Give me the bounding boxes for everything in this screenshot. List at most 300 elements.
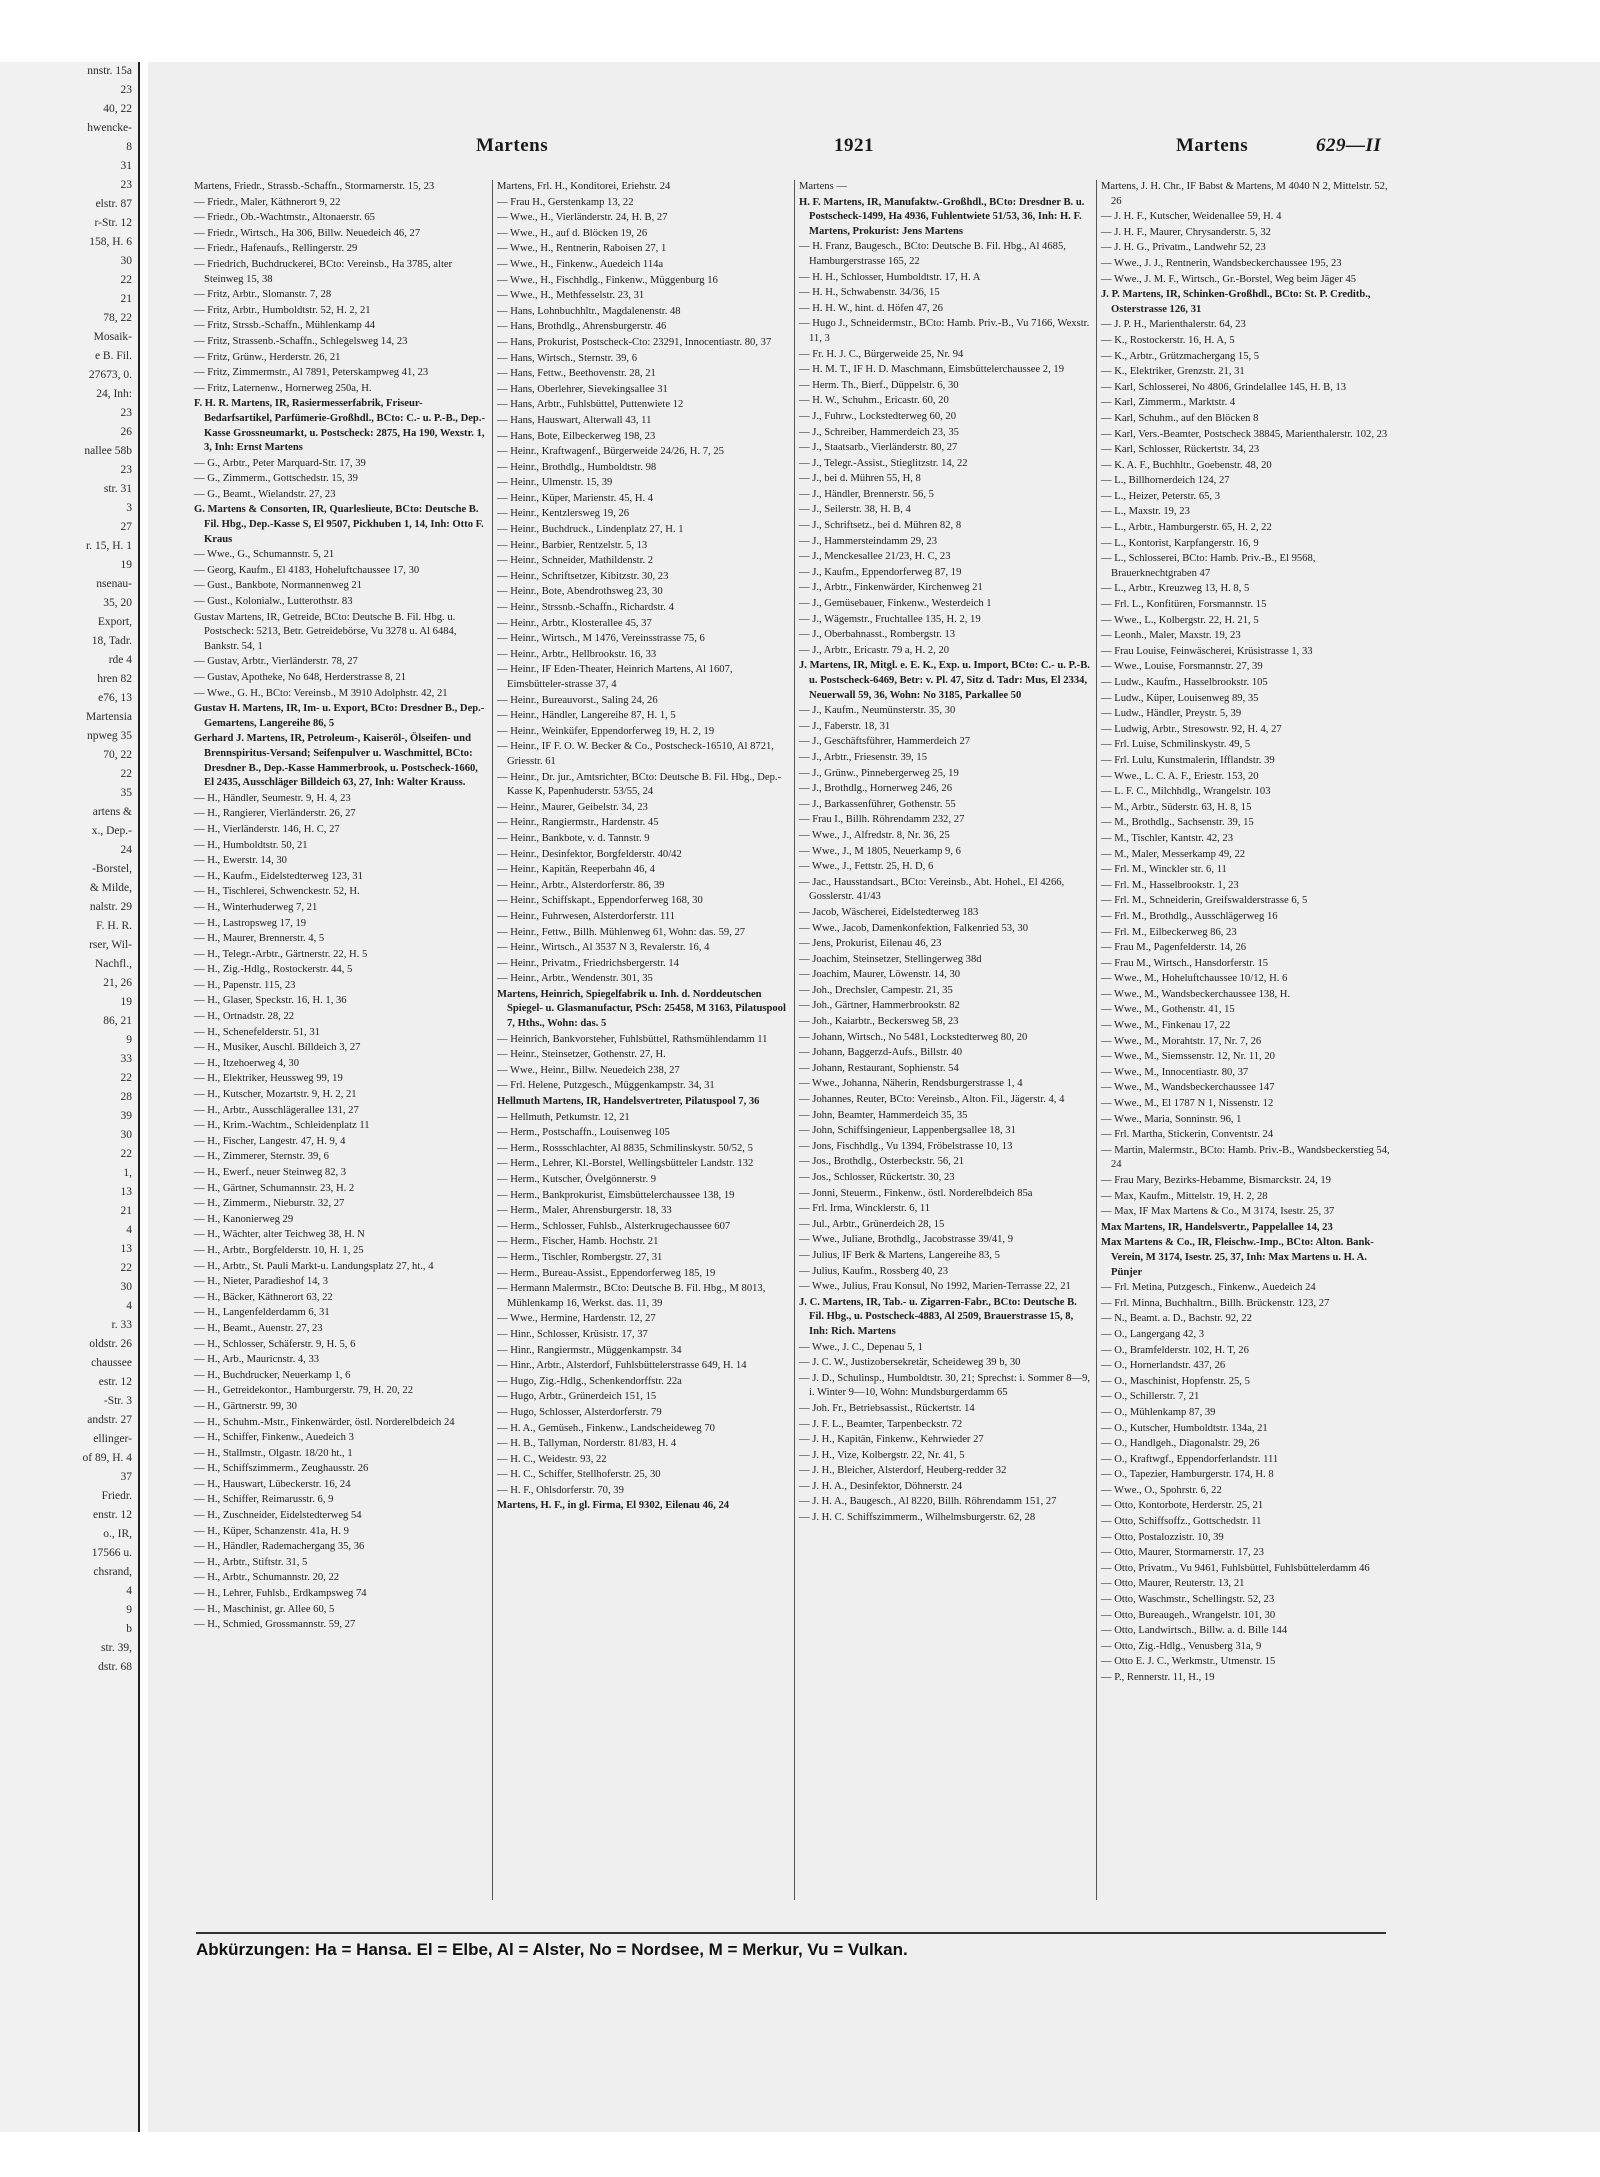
directory-entry: — H., Arb., Mauricnstr. 4, 33	[194, 1354, 320, 1366]
directory-entry: Max Martens & Co., IR, Fleischw.-Imp., BCto: Alton. Bank-Verein, M 3174, Isestr. 25, 37, Inh: Max Martens u. H. A. Pünjer	[1101, 1237, 1374, 1278]
prev-page-line: 26	[120, 426, 132, 438]
directory-entry: — H., Glaser, Speckstr. 16, H. 1, 36	[194, 995, 347, 1007]
directory-entry: — Friedr., Ob.-Wachtmstr., Altonaerstr. 65	[194, 212, 375, 224]
directory-entry: — H., Händler, Seumestr. 9, H. 4, 23	[194, 792, 351, 804]
directory-entry: — L., Billhornerdeich 124, 27	[1101, 475, 1230, 487]
directory-entry: — J., Schriftsetz., bei d. Mühren 82, 8	[799, 520, 962, 532]
directory-entry: — Johann, Wirtsch., No 5481, Lockstedterweg 80, 20	[799, 1031, 1028, 1043]
directory-entry: — J., Gemüsebauer, Finkenw., Westerdeich 1	[799, 598, 992, 610]
prev-page-line: of 89, H. 4	[82, 1452, 132, 1464]
prev-page-line: 86, 21	[103, 1015, 132, 1027]
directory-entry: — Heinr., Rangiermstr., Hardenstr. 45	[497, 817, 659, 829]
directory-entry: — Otto, Maurer, Stormarnerstr. 17, 23	[1101, 1547, 1264, 1559]
prev-page-line: & Milde,	[89, 882, 132, 894]
directory-entry: Martens, Frl. H., Konditorei, Eriehstr. 24	[497, 181, 671, 192]
directory-entry: — G., Beamt., Wielandstr. 27, 23	[194, 488, 336, 500]
prev-page-line: 3	[126, 502, 132, 514]
directory-entry: — Frau M., Wirtsch., Hansdorferstr. 15	[1101, 957, 1269, 969]
prev-page-line: 70, 22	[103, 749, 132, 761]
directory-entry: — Otto, Maurer, Reuterstr. 13, 21	[1101, 1578, 1245, 1590]
directory-entry: — Heinr., Fettw., Billh. Mühlenweg 61, Wohn: das. 59, 27	[497, 926, 746, 938]
prev-page-line: Friedr.	[101, 1490, 132, 1502]
directory-entry: — H., Buchdrucker, Neuerkamp 1, 6	[194, 1369, 351, 1381]
directory-entry: — Frau M., Pagenfelderstr. 14, 26	[1101, 942, 1247, 954]
prev-page-line: o., IR,	[103, 1528, 132, 1540]
directory-entry: — H. H. W., hint. d. Höfen 47, 26	[799, 302, 943, 314]
prev-page-line: 8	[126, 141, 132, 153]
directory-entry: — O., Maschinist, Hopfenstr. 25, 5	[1101, 1375, 1250, 1387]
directory-entry: — Frl. M., Winckler str. 6, 11	[1101, 864, 1227, 876]
prev-page-line: 22	[120, 1072, 132, 1084]
directory-entry: — H., Kanonierweg 29	[194, 1213, 294, 1225]
directory-entry: — H., Humboldtstr. 50, 21	[194, 839, 308, 851]
directory-entry: — J., Grünw., Pinnebergerweg 25, 19	[799, 767, 959, 779]
directory-entry: — Heinr., Wirtsch., M 1476, Vereinsstrasse 75, 6	[497, 633, 705, 645]
directory-entry: — Ludw., Händler, Preystr. 5, 39	[1101, 708, 1242, 720]
prev-page-line: 30	[120, 1129, 132, 1141]
directory-entry: — Wwe., H., Methfesselstr. 23, 31	[497, 290, 645, 302]
directory-entry: — Heinr., Schneider, Mathildenstr. 2	[497, 555, 654, 567]
directory-entry: H. F. Martens, IR, Manufaktw.-Großhdl., BCto: Dresdner B. u. Postscheck-1499, Ha 4936, Fuhlentwiete 51/53, 36, Inh: H. F. Martens, Prokurist: Jens Martens	[799, 196, 1085, 237]
directory-entry: — Jos., Brothdlg., Osterbeckstr. 56, 21	[799, 1156, 965, 1168]
prev-page-line: e76, 13	[98, 692, 132, 704]
directory-entry: F. H. R. Martens, IR, Rasiermesserfabrik, Friseur-Bedarfsartikel, Parfümerie-Großhdl., BCto: C.- u. P.-B., Dep.-Kasse Grossneumarkt, u. Postscheck: 2875, Ha 190, Wexstr. 1, 3, Inh: Ernst Martens	[194, 398, 486, 454]
directory-entry: — H., Maurer, Brennerstr. 4, 5	[194, 933, 325, 945]
directory-entry: — Otto, Privatm., Vu 9461, Fuhlsbüttel, Fuhlsbüttelerdamm 46	[1101, 1562, 1370, 1574]
prev-page-line: Export,	[97, 616, 132, 628]
directory-entry: — Frl. Martha, Stickerin, Conventstr. 24	[1101, 1129, 1274, 1141]
directory-entry: — Frl. M., Hasselbrookstr. 1, 23	[1101, 879, 1239, 891]
directory-entry: — Frl. Irma, Wincklerstr. 6, 11	[799, 1203, 931, 1215]
directory-entry: — H., Zuschneider, Eidelstedterweg 54	[194, 1510, 362, 1522]
directory-entry: — H., Maschinist, gr. Allee 60, 5	[194, 1603, 335, 1615]
directory-entry: — Johann, Restaurant, Sophienstr. 54	[799, 1062, 959, 1074]
directory-entry: Gustav H. Martens, IR, Im- u. Export, BCto: Dresdner B., Dep.-Gemartens, Langereihe 86, 5	[194, 703, 485, 729]
directory-entry: — Julius, IF Berk & Martens, Langereihe 83, 5	[799, 1249, 1000, 1261]
directory-entry: — Hinr., Rangiermstr., Müggenkampstr. 34	[497, 1344, 682, 1356]
directory-entry: — Frl. Luise, Schmilinskystr. 49, 5	[1101, 739, 1251, 751]
directory-entry: Martens, Friedr., Strassb.-Schaffn., Stormarnerstr. 15, 23	[194, 181, 435, 192]
directory-entry: — Frl. Lulu, Kunstmalerin, Ifflandstr. 39	[1101, 754, 1275, 766]
directory-entry: — H., Bäcker, Käthnerort 63, 22	[194, 1291, 333, 1303]
directory-entry: — Heinr., Händler, Langereihe 87, H. 1, 5	[497, 710, 676, 722]
prev-page-line: 4	[126, 1300, 132, 1312]
directory-entry: — J., Fuhrw., Lockstedterweg 60, 20	[799, 410, 957, 422]
directory-entry: — Hermann Malermstr., BCto: Deutsche B. Fil. Hbg., M 8013, Mühlenkamp 16, Werkst. das. 11, 39	[497, 1283, 766, 1309]
directory-entry: — O., Tapezier, Hamburgerstr. 174, H. 8	[1101, 1469, 1274, 1481]
directory-entry: — Otto, Bureaugeh., Wrangelstr. 101, 30	[1101, 1609, 1276, 1621]
prev-page-line: str. 31	[103, 483, 132, 495]
directory-entry: — J., Wägemstr., Fruchtallee 135, H. 2, 19	[799, 613, 981, 625]
directory-entry: — M., Brothdlg., Sachsenstr. 39, 15	[1101, 817, 1254, 829]
prev-page-line: 23	[120, 407, 132, 419]
directory-entry: — Jac., Hausstandsart., BCto: Vereinsb., Abt. Hohel., El 4266, Gosslerstr. 41/43	[799, 876, 1065, 903]
directory-entry: — Hans, Oberlehrer, Sievekingsallee 31	[497, 383, 668, 395]
directory-entry: — H., Arbtr., Stiftstr. 31, 5	[194, 1556, 308, 1568]
directory-entry: — H., Zig.-Hdlg., Rostockerstr. 44, 5	[194, 964, 353, 976]
directory-entry: — Wwe., H., Vierländerstr. 24, H. B, 27	[497, 212, 668, 224]
directory-entry: — J. H. F., Kutscher, Weidenallee 59, H. 4	[1101, 211, 1282, 223]
prev-page-line: dstr. 68	[98, 1661, 132, 1673]
directory-entry: — J., Brothdlg., Hornerweg 246, 26	[799, 783, 953, 795]
directory-entry: — Otto E. J. C., Werkmstr., Utmenstr. 15	[1101, 1656, 1276, 1668]
directory-entry: — H., Händler, Rademachergang 35, 36	[194, 1541, 365, 1553]
prev-page-line: 4	[126, 1224, 132, 1236]
directory-entry: — Hellmuth, Petkumstr. 12, 21	[497, 1111, 630, 1123]
prev-page-line: 23	[120, 464, 132, 476]
header-left-title: Martens	[476, 135, 549, 156]
column-2	[492, 180, 794, 1900]
directory-entry: — H., Kutscher, Mozartstr. 9, H. 2, 21	[194, 1089, 357, 1101]
prev-page-line: 24, Inh:	[96, 388, 132, 400]
directory-entry: — Heinr., Arbtr., Wendenstr. 301, 35	[497, 973, 653, 985]
directory-entry: — Karl, Schlosserei, No 4806, Grindelallee 145, H. B, 13	[1101, 381, 1347, 393]
prev-page-line: 18, Tadr.	[91, 635, 132, 647]
prev-page-line: 21	[120, 293, 132, 305]
directory-entry: — H., Arbtr., St. Pauli Markt-u. Landungsplatz 27, ht., 4	[194, 1260, 434, 1272]
directory-entry: — Joachim, Steinsetzer, Stellingerweg 38d	[799, 953, 982, 965]
directory-entry: — Hans, Hauswart, Alterwall 43, 11	[497, 414, 652, 426]
directory-entry: — H. W., Schuhm., Ericastr. 60, 20	[799, 395, 949, 407]
prev-page-line: r. 33	[111, 1319, 132, 1331]
directory-entry: — Wwe., J., Fettstr. 25, H. D, 6	[799, 861, 934, 873]
directory-entry: — Wwe., H., Fischhdlg., Finkenw., Müggenburg 16	[497, 274, 718, 286]
directory-entry: — H., Lastropsweg 17, 19	[194, 917, 307, 929]
directory-entry: — Hugo J., Schneidermstr., BCto: Hamb. Priv.-B., Vu 7166, Wexstr. 11, 3	[799, 318, 1090, 344]
previous-page-fragment	[0, 62, 140, 2132]
prev-page-line: 1,	[123, 1167, 132, 1179]
directory-entry: — J., Staatsarb., Vierländerstr. 80, 27	[799, 442, 958, 454]
directory-entry: — Otto, Zig.-Hdlg., Venusberg 31a, 9	[1101, 1640, 1262, 1652]
directory-entry: — H. M. T., IF H. D. Maschmann, Eimsbüttelerchaussee 2, 19	[799, 364, 1064, 376]
directory-entry: — H., Schiffszimmerm., Zeughausstr. 26	[194, 1463, 369, 1475]
directory-entry: — J., Geschäftsführer, Hammerdeich 27	[799, 736, 971, 748]
directory-entry: J. C. Martens, IR, Tab.- u. Zigarren-Fabr., BCto: Deutsche B. Fil. Hbg., u. Postscheck-4883, Al 2509, Brauerstrasse 15, 8, Inh: Rich. Martens	[799, 1296, 1077, 1337]
directory-entry: — Friedr., Wirtsch., Ha 306, Billw. Neuedeich 46, 27	[194, 227, 421, 239]
directory-entry: — Wwe., Julius, Frau Konsul, No 1992, Marien-Terrasse 22, 21	[799, 1281, 1071, 1293]
prev-page-line: oldstr. 26	[89, 1338, 132, 1350]
directory-entry: — John, Beamter, Hammerdeich 35, 35	[799, 1109, 968, 1121]
directory-entry: — Friedrich, Buchdruckerei, BCto: Vereinsb., Ha 3785, alter Steinweg 15, 38	[194, 258, 453, 285]
directory-entry: — Herm., Maler, Ahrensburgerstr. 18, 33	[497, 1205, 672, 1217]
directory-entry: — J., Kaufm., Eppendorferweg 87, 19	[799, 566, 962, 578]
directory-entry: — Friedr., Hafenaufs., Rellingerstr. 29	[194, 243, 358, 255]
directory-entry: — Hans, Fettw., Beethovenstr. 28, 21	[497, 368, 656, 380]
directory-entry: — Wwe., M., Gothenstr. 41, 15	[1101, 1004, 1235, 1016]
directory-entry: — Gust., Bankbote, Normannenweg 21	[194, 580, 362, 592]
directory-entry: — Hinr., Arbtr., Alsterdorf, Fuhlsbüttelerstrasse 649, H. 14	[497, 1360, 747, 1372]
directory-entry: — Karl, Zimmerm., Marktstr. 4	[1101, 397, 1236, 409]
directory-entry: — Herm., Postschaffn., Louisenweg 105	[497, 1127, 670, 1139]
directory-entry: — Gustav, Apotheke, No 648, Herderstrasse 8, 21	[194, 672, 407, 683]
directory-entry: — H., Fischer, Langestr. 47, H. 9, 4	[194, 1135, 346, 1147]
directory-entry: — H., Wächter, alter Teichweg 38, H. N	[194, 1229, 365, 1241]
directory-entry: Martens, Heinrich, Spiegelfabrik u. Inh. d. Norddeutschen Spiegel- u. Glasmanufactur, PSch: 25458, M 3163, Pilatuspool 7, Hths., Wohn: das. 5	[497, 988, 786, 1030]
abbreviations-text: Abkürzungen: Ha = Hansa. El = Elbe, Al = Alster, No = Nordsee, M = Merkur, Vu = Vulkan.	[196, 1940, 908, 1959]
directory-entry: — Karl, Schuhm., auf den Blöcken 8	[1101, 412, 1259, 424]
prev-page-line: 22	[120, 1148, 132, 1160]
prev-page-line: r-Str. 12	[94, 217, 132, 229]
column-1	[190, 180, 492, 1900]
directory-entry: — Heinr., Küper, Marienstr. 45, H. 4	[497, 492, 654, 504]
directory-entry: — Heinr., Schiffskapt., Eppendorferweg 168, 30	[497, 895, 703, 907]
directory-entry: — J., Händler, Brennerstr. 56, 5	[799, 488, 934, 500]
directory-entry: — J. C. W., Justizobersekretär, Scheideweg 39 b, 30	[799, 1357, 1021, 1369]
directory-entry: — Heinr., Barbier, Rentzelstr. 5, 13	[497, 539, 648, 551]
column-4	[1096, 180, 1398, 1900]
directory-entry: — Wwe., H., Rentnerin, Raboisen 27, 1	[497, 243, 667, 255]
directory-entry: — K., Elektriker, Grenzstr. 21, 31	[1101, 366, 1245, 378]
directory-entry: — Otto, Waschmstr., Schellingstr. 52, 23	[1101, 1594, 1275, 1606]
directory-entry: — Heinr., Kentzlersweg 19, 26	[497, 508, 630, 520]
directory-entry: — Hans, Arbtr., Fuhlsbüttel, Puttenwiete 12	[497, 399, 684, 411]
directory-entry: — Herm., Bureau-Assist., Eppendorferweg 185, 19	[497, 1267, 716, 1279]
directory-entry: — Heinr., Steinsetzer, Gothenstr. 27, H.	[497, 1049, 666, 1061]
prev-page-line: Mosaik-	[93, 331, 132, 343]
directory-entry: — Wwe., M., El 1787 N 1, Nissenstr. 12	[1101, 1098, 1274, 1110]
directory-entry: — J., Schreiber, Hammerdeich 23, 35	[799, 426, 959, 438]
page-header	[176, 135, 1386, 161]
directory-entry: — Herm. Th., Bierf., Düppelstr. 6, 30	[799, 379, 959, 391]
header-year: 1921	[834, 135, 874, 156]
directory-entry: — Otto, Postalozzistr. 10, 39	[1101, 1531, 1224, 1543]
directory-entry: — O., Schillerstr. 7, 21	[1101, 1391, 1200, 1403]
directory-entry: — Joh. Fr., Betriebsassist., Rückertstr. 14	[799, 1402, 975, 1414]
directory-entry: — Wwe., Maria, Sonninstr. 96, 1	[1101, 1113, 1242, 1125]
directory-entry: — Jos., Schlosser, Rückertstr. 30, 23	[799, 1172, 955, 1183]
prev-page-line: 35	[120, 787, 132, 799]
directory-entry: — Wwe., M., Wandsbeckerchaussee 138, H.	[1101, 988, 1291, 1000]
directory-entry: — Otto, Kontorbote, Herderstr. 25, 21	[1101, 1500, 1264, 1512]
prev-page-line: 19	[120, 559, 132, 571]
directory-entry: — Herm., Tischler, Rombergstr. 27, 31	[497, 1251, 663, 1263]
directory-entry: — K., Rostockerstr. 16, H. A, 5	[1101, 334, 1235, 346]
directory-entry: — Jens, Prokurist, Eilenau 46, 23	[799, 938, 942, 950]
directory-entry: — Max, IF Max Martens & Co., M 3174, Isestr. 25, 37	[1101, 1206, 1335, 1218]
directory-entry: — H., Krim.-Wachtm., Schleidenplatz 11	[194, 1120, 370, 1132]
prev-page-line: r. 15, H. 1	[86, 540, 132, 552]
directory-entry: G. Martens & Consorten, IR, Quarleslieute, BCto: Deutsche B. Fil. Hbg., Dep.-Kasse S, El 9507, Pickhuben 1, 14, Inh: Otto F. Kraus	[194, 504, 484, 545]
directory-entry: — Fritz, Laternenw., Hornerweg 250a, H.	[194, 382, 372, 394]
directory-entry: — Heinr., Maurer, Geibelstr. 34, 23	[497, 801, 648, 813]
prev-page-line: nnstr. 15a	[87, 65, 132, 77]
directory-entry: — H., Telegr.-Arbtr., Gärtnerstr. 22, H. 5	[194, 948, 368, 960]
prev-page-line: 4	[126, 1585, 132, 1597]
prev-page-line: e B. Fil.	[94, 350, 132, 362]
directory-entry: — Wwe., M., Innocentiastr. 80, 37	[1101, 1066, 1249, 1078]
directory-entry: — O., Handlgeh., Diagonalstr. 29, 26	[1101, 1438, 1260, 1450]
directory-entry: — Heinr., Brothdlg., Humboldtstr. 98	[497, 461, 657, 473]
directory-entry: — Wwe., M., Morahtstr. 17, Nr. 7, 26	[1101, 1035, 1262, 1047]
directory-entry: — Wwe., Jacob, Damenkonfektion, Falkenried 53, 30	[799, 922, 1028, 934]
directory-entry: — Hugo, Zig.-Hdlg., Schenkendorffstr. 22a	[497, 1375, 682, 1387]
directory-entry: — Heinr., Arbtr., Alsterdorferstr. 86, 39	[497, 879, 665, 891]
directory-entry: — M., Maler, Messerkamp 49, 22	[1101, 848, 1246, 860]
directory-entry: — Heinr., Privatm., Friedrichsbergerstr. 14	[497, 957, 679, 969]
directory-entry: — Wwe., J. J., Rentnerin, Wandsbeckerchaussee 195, 23	[1101, 257, 1342, 269]
directory-entry: — G., Zimmerm., Gottschedstr. 15, 39	[194, 473, 358, 485]
directory-entry: — Herm., Lehrer, Kl.-Borstel, Wellingsbütteler Landstr. 132	[497, 1158, 754, 1170]
directory-entry: — H., Zimmerm., Nieburstr. 32, 27	[194, 1198, 345, 1210]
prev-page-line: enstr. 12	[93, 1509, 132, 1521]
directory-entry: — H., Ewerf., neuer Steinweg 82, 3	[194, 1167, 347, 1178]
directory-entry: — Herm., Schlosser, Fuhlsb., Alsterkrugechaussee 607	[497, 1220, 731, 1232]
directory-entry: — H., Winterhuderweg 7, 21	[194, 901, 318, 913]
prev-page-line: ellinger-	[93, 1433, 132, 1445]
directory-entry: — H., Arbtr., Schumannstr. 20, 22	[194, 1572, 340, 1584]
directory-entry: — L. F. C., Milchhdlg., Wrangelstr. 103	[1101, 786, 1271, 798]
directory-entry: — Wwe., H., Finkenw., Auedeich 114a	[497, 258, 664, 270]
abbreviations-footer	[196, 1940, 1386, 1970]
directory-entry: — H., Schlosser, Schäferstr. 9, H. 5, 6	[194, 1338, 356, 1350]
directory-entry: — Gustav, Arbtr., Vierländerstr. 78, 27	[194, 656, 358, 668]
directory-entry: — O., Kraftwgf., Eppendorferlandstr. 111	[1101, 1453, 1279, 1465]
prev-page-line: 27	[120, 521, 132, 533]
directory-entry: — Frl. M., Schneiderin, Greifswalderstrasse 6, 5	[1101, 895, 1308, 907]
prev-page-line: 158, H. 6	[89, 236, 132, 248]
directory-entry: — H., Ewerstr. 14, 30	[194, 855, 287, 867]
directory-entry: — Karl, Schlosser, Rückertstr. 34, 23	[1101, 444, 1260, 456]
directory-entry: — Heinr., IF F. O. W. Becker & Co., Postscheck-16510, Al 8721, Griesstr. 61	[497, 741, 774, 767]
directory-entry: — Heinr., Dr. jur., Amtsrichter, BCto: Deutsche B. Fil. Hbg., Dep.-Kasse K, Papenhuderstr. 53/55, 24	[497, 771, 782, 798]
directory-entry: — J. H. G., Privatm., Landwehr 52, 23	[1101, 242, 1266, 254]
prev-page-line: chaussee	[91, 1357, 132, 1369]
directory-entry: — Georg, Kaufm., El 4183, Hoheluftchaussee 17, 30	[194, 564, 420, 576]
directory-entry: Max Martens, IR, Handelsvertr., Pappelallee 14, 23	[1101, 1221, 1333, 1233]
prev-page-line: 27673, 0.	[88, 369, 132, 381]
directory-entry: — J., Seilerstr. 38, H. B, 4	[799, 504, 911, 516]
directory-entry: — Joh., Gärtner, Hammerbrookstr. 82	[799, 1000, 960, 1012]
prev-page-line: 21, 26	[103, 977, 132, 989]
directory-entry: — Herm., Rossschlachter, Al 8835, Schmilinskystr. 50/52, 5	[497, 1142, 753, 1154]
directory-entry: — P., Rennerstr. 11, H., 19	[1101, 1672, 1215, 1683]
directory-entry: — L., Kontorist, Karpfangerstr. 16, 9	[1101, 537, 1259, 549]
directory-entry: Martens —	[799, 181, 847, 192]
directory-entry: — Wwe., M., Finkenau 17, 22	[1101, 1020, 1231, 1032]
prev-page-line: str. 39,	[101, 1642, 132, 1654]
directory-entry: — J. H. F., Maurer, Chrysanderstr. 5, 32	[1101, 226, 1271, 238]
directory-entry: — Wwe., Louise, Forsmannstr. 27, 39	[1101, 661, 1263, 673]
prev-page-line: 37	[120, 1471, 132, 1483]
directory-entry: — H., Rangierer, Vierländerstr. 26, 27	[194, 808, 356, 820]
directory-entry: — Frl. M., Brothdlg., Ausschlägerweg 16	[1101, 910, 1278, 922]
directory-entry: — M., Arbtr., Süderstr. 63, H. 8, 15	[1101, 801, 1252, 813]
directory-entry: — Jacob, Wäscherei, Eidelstedterweg 183	[799, 906, 979, 918]
directory-entry: — Heinr., Schriftsetzer, Kibitzstr. 30, 23	[497, 570, 669, 582]
directory-entry: — L., Schlosserei, BCto: Hamb. Priv.-B., El 9568, Brauerknechtgraben 47	[1101, 553, 1316, 579]
directory-entry: — J., Arbtr., Friesenstr. 39, 15	[799, 751, 928, 763]
prev-page-line: 31	[120, 160, 132, 172]
prev-page-line: 40, 22	[103, 103, 132, 115]
directory-entry: — Fritz, Strssb.-Schaffn., Mühlenkamp 44	[194, 320, 376, 332]
directory-entry: — H., Getreidekontor., Hamburgerstr. 79, H. 20, 22	[194, 1385, 414, 1397]
directory-entry: — Wwe., Heinr., Billw. Neuedeich 238, 27	[497, 1064, 680, 1076]
directory-entry: — Wwe., J., Alfredstr. 8, Nr. 36, 25	[799, 829, 950, 841]
directory-entry: — Wwe., J. C., Depenau 5, 1	[799, 1341, 923, 1353]
directory-entry: — Karl, Vers.-Beamter, Postscheck 38845, Marienthalerstr. 102, 23	[1101, 428, 1388, 440]
directory-entry: — H., Ortnadstr. 28, 22	[194, 1011, 295, 1023]
prev-page-line: andstr. 27	[87, 1414, 132, 1426]
directory-entry: — Wwe., J., M 1805, Neuerkamp 9, 6	[799, 845, 961, 857]
directory-entry: — H., Schiffer, Reimarusstr. 6, 9	[194, 1494, 334, 1506]
prev-page-line: estr. 12	[98, 1376, 132, 1388]
directory-entry: — Max, Kaufm., Mittelstr. 19, H. 2, 28	[1101, 1190, 1268, 1202]
directory-entry: — Hugo, Schlosser, Alsterdorferstr. 79	[497, 1406, 662, 1418]
prev-page-line: 17566 u.	[91, 1547, 132, 1559]
directory-entry: — Heinr., Arbtr., Klosterallee 45, 37	[497, 617, 652, 629]
directory-entry: — O., Kutscher, Humboldtstr. 134a, 21	[1101, 1422, 1268, 1434]
header-right-title: Martens	[1176, 135, 1249, 156]
prev-page-line: 9	[126, 1604, 132, 1616]
directory-entry: — Hans, Lohnbuchhltr., Magdalenenstr. 48	[497, 305, 681, 317]
prev-page-line: 19	[120, 996, 132, 1008]
directory-entry: — Hans, Brothdlg., Ahrensburgerstr. 46	[497, 321, 667, 333]
prev-page-line: nallee 58b	[84, 445, 132, 457]
directory-entry: — Frl. Helene, Putzgesch., Müggenkampstr. 34, 31	[497, 1080, 715, 1092]
directory-entry: — J. H. C. Schiffszimmerm., Wilhelmsburgerstr. 62, 28	[799, 1512, 1036, 1524]
directory-entry: — L., Heizer, Peterstr. 65, 3	[1101, 490, 1221, 502]
directory-entry: — Wwe., J. M. F., Wirtsch., Gr.-Borstel, Weg beim Jäger 45	[1101, 273, 1357, 285]
directory-entry: J. P. Martens, IR, Schinken-Großhdl., BCto: St. P. Creditb., Osterstrasse 126, 31	[1101, 289, 1371, 315]
directory-entry: — K. A. F., Buchhltr., Goebenstr. 48, 20	[1101, 459, 1272, 471]
prev-page-line: 22	[120, 768, 132, 780]
directory-entry: — L., Arbtr., Hamburgerstr. 65, H. 2, 22	[1101, 522, 1272, 534]
directory-entry: — Wwe., L. C. A. F., Eriestr. 153, 20	[1101, 770, 1259, 782]
directory-entry: — Heinrich, Bankvorsteher, Fuhlsbüttel, Rathsmühlendamm 11	[497, 1033, 768, 1045]
prev-page-line: 24	[120, 844, 132, 856]
directory-entry: — J., bei d. Mühren 55, H, 8	[799, 473, 921, 485]
directory-entry: — K., Arbtr., Grützmachergang 15, 5	[1101, 350, 1260, 362]
directory-entry: — J., Hammersteindamm 29, 23	[799, 535, 937, 547]
directory-entry: — Fr. H. J. C., Bürgerweide 25, Nr. 94	[799, 348, 964, 360]
directory-entry: — Joachim, Maurer, Löwenstr. 14, 30	[799, 969, 961, 981]
prev-page-line: 30	[120, 1281, 132, 1293]
directory-entry: — O., Langergang 42, 3	[1101, 1328, 1205, 1340]
directory-entry: — Frl. L., Konfitüren, Forsmannstr. 15	[1101, 599, 1267, 611]
directory-entry: — Frau I., Billh. Röhrendamm 232, 27	[799, 814, 965, 826]
prev-page-line: 22	[120, 274, 132, 286]
directory-entry: — Wwe., M., Siemssenstr. 12, Nr. 11, 20	[1101, 1051, 1275, 1063]
directory-entry: — J. H. A., Desinfektor, Döhnerstr. 24	[799, 1480, 963, 1492]
directory-entry: — Herm., Bankprokurist, Eimsbüttelerchaussee 138, 19	[497, 1189, 735, 1201]
directory-columns	[190, 180, 1400, 1900]
directory-entry: — John, Schiffsingenieur, Lappenbergsallee 18, 31	[799, 1125, 1016, 1137]
directory-entry: — H. C., Weidestr. 93, 22	[497, 1453, 607, 1465]
directory-entry: — J. D., Schulinsp., Humboldtstr. 30, 21; Sprechst: i. Sommer 8—9, i. Winter 9—10, Wohn: Mundsburgerdamm 65	[799, 1372, 1091, 1399]
directory-entry: — H., Tischlerei, Schwenckestr. 52, H.	[194, 886, 360, 898]
directory-entry: — G., Arbtr., Peter Marquard-Str. 17, 39	[194, 457, 366, 469]
footer-rule	[196, 1932, 1386, 1934]
directory-entry: — Hans, Bote, Eilbeckerweg 198, 23	[497, 430, 656, 442]
directory-entry: — Herm., Kutscher, Övelgönnerstr. 9	[497, 1174, 657, 1185]
prev-page-line: Nachfl.,	[94, 958, 132, 970]
directory-entry: — Wwe., H., auf d. Blöcken 19, 26	[497, 227, 648, 239]
directory-entry: — H., Arbtr., Borgfelderstr. 10, H. 1, 25	[194, 1244, 364, 1256]
directory-entry: — Heinr., Kapitän, Reeperbahn 46, 4	[497, 864, 655, 876]
directory-entry: — L., Maxstr. 19, 23	[1101, 506, 1190, 518]
prev-page-line: rser, Wil-	[89, 939, 132, 951]
directory-entry: — Hans, Wirtsch., Sternstr. 39, 6	[497, 352, 638, 364]
directory-entry: — Hugo, Arbtr., Grünerdeich 151, 15	[497, 1391, 657, 1403]
directory-entry: — J., Arbtr., Ericastr. 79 a, H. 2, 20	[799, 644, 950, 656]
prev-page-line: Martensia	[86, 711, 132, 723]
prev-page-line: 28	[120, 1091, 132, 1103]
prev-page-line: 30	[120, 255, 132, 267]
directory-entry: — H., Stallmstr., Olgastr. 18/20 ht., 1	[194, 1447, 353, 1459]
directory-entry: — Wwe., M., Hoheluftchaussee 10/12, H. 6	[1101, 973, 1288, 985]
directory-entry: Martens, J. H. Chr., IF Babst & Martens, M 4040 N 2, Mittelstr. 52, 26	[1101, 181, 1388, 207]
directory-entry: — H., Gärtner, Schumannstr. 23, H. 2	[194, 1182, 355, 1194]
